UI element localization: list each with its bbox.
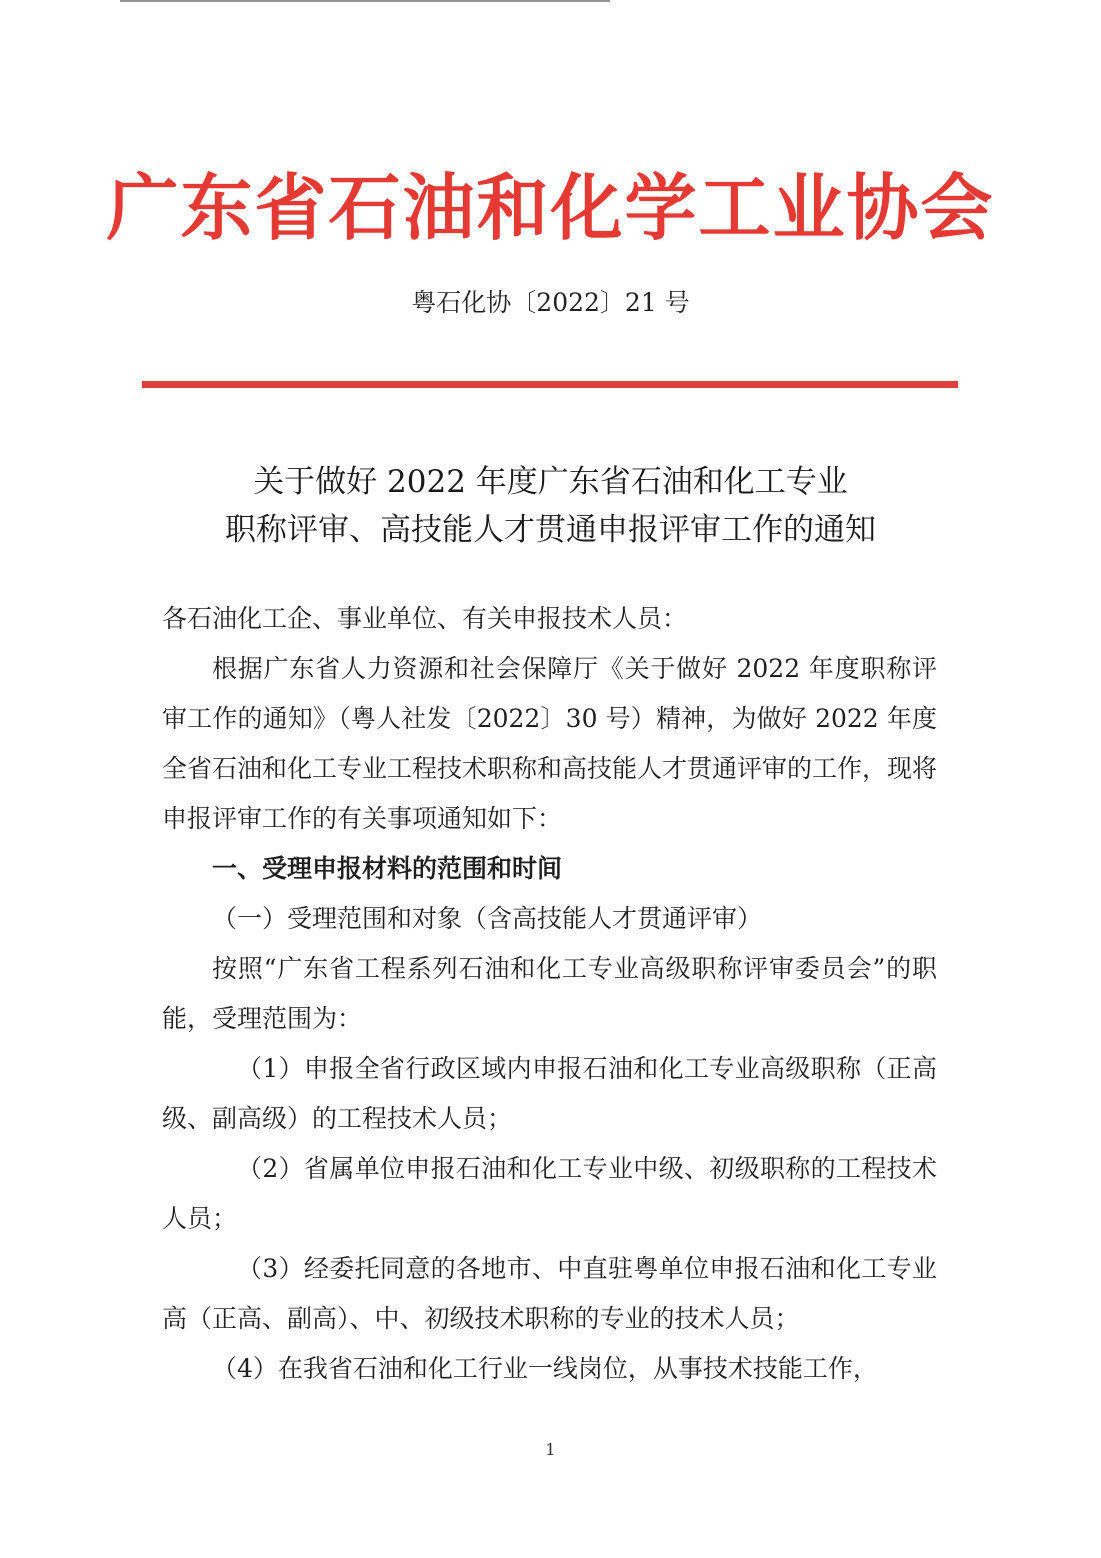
notice-title-line-2: 职称评审、高技能人才贯通申报评审工作的通知: [225, 512, 876, 548]
section-heading-1: 一、受理申报材料的范围和时间: [212, 854, 563, 883]
notice-title-line-1: 关于做好 2022 年度广东省石油和化工专业: [253, 464, 848, 500]
intro-paragraph: 根据广东省人力资源和社会保障厅《关于做好 2022 年度职称评审工作的通知》（粤人社发〔2022〕30 号）精神，为做好 2022 年度全省石油和化工专业工程技术职称和高技能人才贯通评审的工作，现将申报评审工作的有关事项通知如下：: [162, 654, 938, 833]
notice-title: [0, 458, 1101, 554]
scope-item-4: （4）在我省石油和化工行业一线岗位，从事技术技能工作，: [212, 1354, 878, 1383]
scope-item-1: （1）申报全省行政区域内申报石油和化工专业高级职称（正高级、副高级）的工程技术人员；: [162, 1054, 937, 1133]
page-number: 1: [545, 1440, 556, 1459]
notice-body: [162, 594, 937, 1394]
subsection-heading-1: （一）受理范围和对象（含高技能人才贯通评审）: [212, 904, 763, 933]
scope-item-3: （3）经委托同意的各地市、中直驻粤单位申报石油和化工专业高（正高、副高）、中、初级技术职称的专业的技术人员；: [162, 1254, 937, 1333]
salutation: 各石油化工企、事业单位、有关申报技术人员：: [162, 604, 688, 633]
scope-intro-paragraph: 按照“广东省工程系列石油和化工专业高级职称评审委员会”的职能，受理范围为：: [162, 954, 937, 1033]
document-number: 粤石化协〔2022〕21 号: [411, 288, 690, 317]
org-masthead: 广东省石油和化学工业协会: [106, 165, 995, 250]
scope-item-2: （2）省属单位申报石油和化工专业中级、初级职称的工程技术人员；: [162, 1154, 937, 1233]
red-header-rule: [142, 381, 958, 388]
scan-edge-line: [120, 0, 610, 2]
